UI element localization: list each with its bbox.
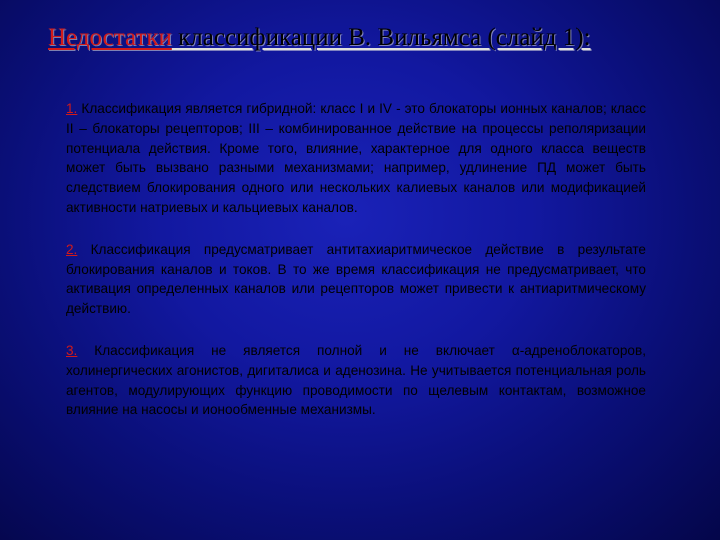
point-2-number: 2. [66, 241, 78, 257]
point-1 [66, 99, 646, 218]
title-rest: классификации В. Вильямса (слайд 1): [171, 24, 591, 51]
point-2 [66, 240, 646, 319]
title-accent-word: Недостатки [48, 24, 172, 51]
slide-title [48, 22, 708, 54]
point-3-number: 3. [66, 342, 78, 358]
point-3 [66, 341, 646, 420]
point-1-number: 1. [66, 101, 78, 116]
point-2-text: Классификация предусматривает антитахиаритмическое действие в результате блокирования каналов и токов. В то же время классификация не предусматривает, что активация определенных каналов или рецепторов может привести к антиаритмическому действию. [66, 241, 646, 317]
point-3-text: Классификация не является полной и не включает α-адреноблокаторов, холинергических агонистов, дигиталиса и аденозина. Не учитывается потенциальная роль агентов, модулирующих функцию проводимости по щелевым контактам, возможное влияние на насосы и ионообменные механизмы. [66, 342, 646, 418]
slide-body [66, 99, 646, 442]
point-1-text: Классификация является гибридной: класс I и IV - это блокаторы ионных каналов; класс II – блокаторы рецепторов; III – комбинированное действие на процессы реполяризации потенциала действия. Кроме того, влияние, характерное для одного класса веществ может быть вызвано разными механизмами; например, удлинение ПД может быть следствием блокирования одного или нескольких калиевых каналов или модификацией активности натриевых и кальциевых каналов. [66, 101, 646, 215]
